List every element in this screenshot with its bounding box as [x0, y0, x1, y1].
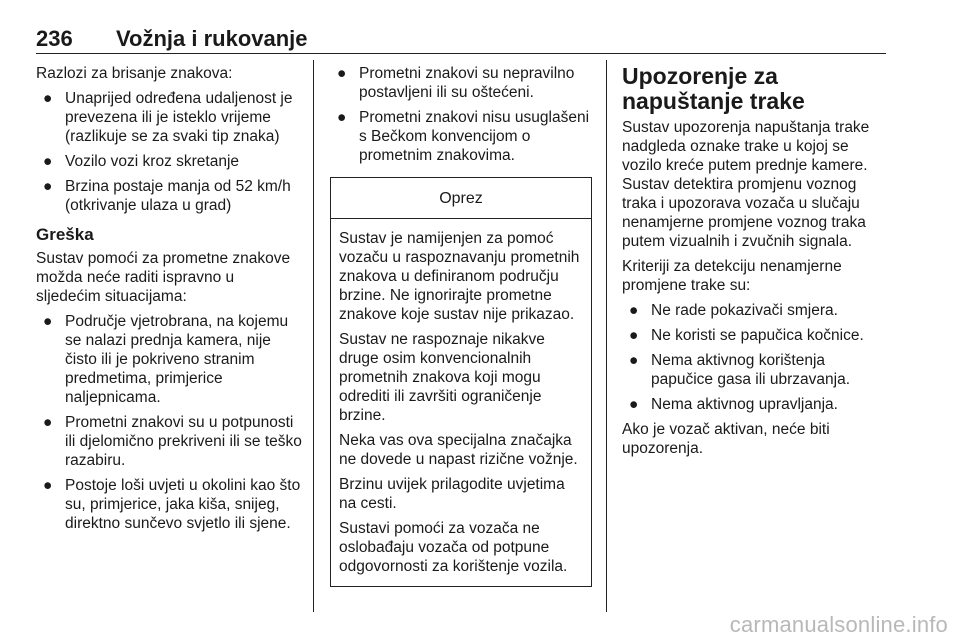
page-number: 236: [36, 26, 73, 51]
criteria-list: [622, 301, 886, 414]
page-header: [36, 26, 886, 52]
bullet-icon: ●: [337, 109, 347, 126]
list-item: ● Vozilo vozi kroz skretanje: [43, 153, 240, 170]
caution-box: [330, 177, 592, 587]
bullet-icon: ●: [629, 327, 639, 344]
list-item: ● Prometni znakovi su u potpunosti ili djelomično prekriveni ili se teško razabiru.: [43, 414, 302, 469]
column-middle: [330, 64, 592, 587]
fault-text: Sustav pomoći za prometne znakove možda neće raditi ispravno u sljedećim situacijama:: [36, 250, 291, 305]
reasons-list: [36, 89, 302, 215]
list-item: ● Područje vjetrobrana, na kojemu se nalazi prednja kamera, nije čisto ili je pokriveno stranim predmetima, primjerice naljepnicama.: [43, 313, 289, 406]
lane-intro: Sustav upozorenja napuštanja trake nadgleda oznake trake u kojoj se vozilo kreće putem prednje kamere. Sustav detektira promjenu voznog traka i upozorava vozača u slučaju nenamjerne promjene voznog traka putem vizualnih i zvučnih signala.: [622, 119, 870, 250]
bullet-icon: ●: [43, 90, 53, 107]
list-item: ● Ne rade pokazivači smjera.: [629, 302, 838, 319]
bullet-icon: ●: [43, 178, 53, 195]
header-rule: [36, 53, 886, 54]
bullet-icon: ●: [43, 153, 53, 170]
watermark: carmanualsonline.info: [729, 612, 948, 637]
caution-paragraph: Sustav je namijenjen za pomoć vozaču u raspoznavanju prometnih znakova u definiranom području brzine. Ne ignorirajte prometne znakove koje sustav nije prikazao.: [339, 230, 580, 323]
criteria-text: Kriteriji za detekciju nenamjerne promjene trake su:: [622, 258, 842, 294]
list-item: ● Ne koristi se papučica kočnice.: [629, 327, 864, 344]
caution-body: [331, 219, 591, 586]
page-title: Vožnja i rukovanje: [116, 26, 308, 51]
caution-paragraph: Neka vas ova specijalna značajka ne dovede u napast rizične vožnje.: [339, 432, 578, 468]
list-item: ● Prometni znakovi nisu usuglašeni s Bečkom konvencijom o prometnim znakovima.: [337, 109, 590, 164]
fault-list: [36, 312, 302, 533]
column-right: [622, 64, 886, 464]
caution-paragraph: Brzinu uvijek prilagodite uvjetima na cesti.: [339, 476, 565, 512]
fault-heading: Greška: [36, 225, 94, 244]
closing-text: Ako je vozač aktivan, neće biti upozorenja.: [622, 421, 830, 457]
list-item: ● Postoje loši uvjeti u okolini kao što su, primjerice, jaka kiša, snijeg, direktno sunčevo svjetlo ili sjene.: [43, 477, 301, 532]
bullet-icon: ●: [629, 396, 639, 413]
caution-paragraph: Sustavi pomoći za vozača ne oslobađaju vozača od potpune odgovornosti za korištenje vozila.: [339, 520, 568, 575]
bullet-icon: ●: [43, 414, 53, 431]
list-item: ● Prometni znakovi su nepravilno postavljeni ili su oštećeni.: [337, 65, 575, 101]
column-left: [36, 64, 302, 539]
column-divider-1: [313, 60, 314, 612]
caution-title: Oprez: [331, 178, 591, 219]
bullet-icon: ●: [43, 313, 53, 330]
sign-issues-list: [330, 64, 592, 165]
bullet-icon: ●: [629, 302, 639, 319]
bullet-icon: ●: [629, 352, 639, 369]
reasons-intro: Razlozi za brisanje znakova:: [36, 65, 233, 82]
column-divider-2: [606, 60, 607, 612]
section-heading: Upozorenje za napuštanje trake: [622, 63, 805, 114]
list-item: ● Nema aktivnog korištenja papučice gasa ili ubrzavanja.: [629, 352, 851, 388]
caution-paragraph: Sustav ne raspoznaje nikakve druge osim konvencionalnih prometnih znakova koji mogu odrediti ili završiti ograničenje brzine.: [339, 331, 545, 424]
list-item: ● Nema aktivnog upravljanja.: [629, 396, 838, 413]
bullet-icon: ●: [337, 65, 347, 82]
bullet-icon: ●: [43, 477, 53, 494]
list-item: ● Unaprijed određena udaljenost je prevezena ili je isteklo vrijeme (razlikuje se za svaki tip znaka): [43, 90, 293, 145]
list-item: ● Brzina postaje manja od 52 km/h (otkrivanje ulaza u grad): [43, 178, 291, 214]
